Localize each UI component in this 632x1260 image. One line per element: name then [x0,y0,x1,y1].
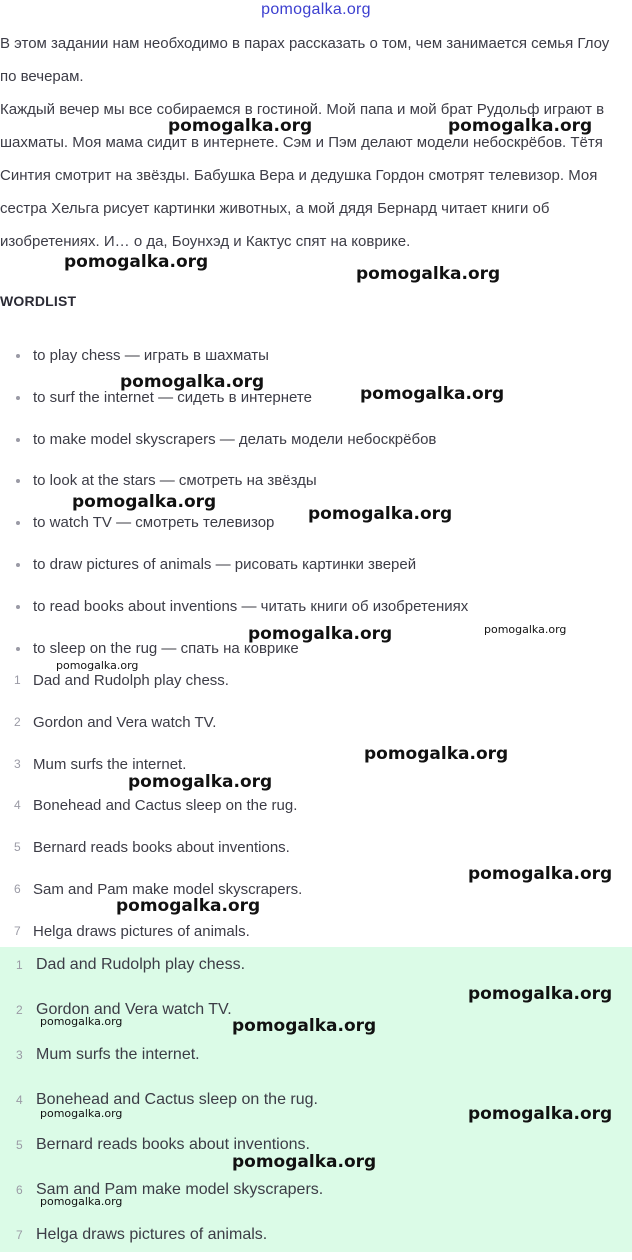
answer-item [0,744,600,786]
watermark: pomogalka.org [120,372,265,392]
wordlist-item: to look at the stars — смотреть на звёзды [0,460,600,502]
answer-text: Bonehead and Cactus sleep on the rug. [36,1091,318,1108]
wordlist-item: to draw pictures of animals — рисовать картинки зверей [0,544,600,586]
answer-number: 1 [14,673,21,687]
wordlist-item: to play chess — играть в шахматы [0,335,600,377]
wordlist-item: to sleep on the rug — спать на коврике [0,628,600,670]
watermark: pomogalka.org [116,896,261,916]
answer-number: 7 [14,923,21,938]
watermark: pomogalka.org [468,984,613,1004]
answer-text: Bonehead and Cactus sleep on the rug. [33,797,298,815]
answer-text: Gordon and Vera watch TV. [36,1001,232,1018]
answers-list [0,660,600,953]
answer-number: 5 [14,840,21,855]
watermark: pomogalka.org [468,864,613,884]
answer-text: Sam and Pam make model skyscrapers. [33,880,303,898]
site-header[interactable]: pomogalka.org [261,1,371,18]
highlighted-answer-item [0,1170,620,1215]
answer-number: 6 [16,1183,23,1197]
watermark: pomogalka.org [484,623,567,636]
answer-number: 3 [16,1048,23,1062]
watermark: pomogalka.org [232,1152,377,1172]
answer-item [0,702,600,744]
highlighted-answer-item [0,1215,620,1260]
watermark: pomogalka.org [360,384,505,404]
wordlist-item: to make model skyscrapers — делать модели небоскрёбов [0,419,600,461]
answer-text: Mum surfs the internet. [36,1046,200,1063]
watermark: pomogalka.org [40,1195,123,1208]
answer-number: 6 [14,881,21,896]
watermark: pomogalka.org [168,116,313,136]
watermark: pomogalka.org [364,744,509,764]
watermark: pomogalka.org [248,624,393,644]
intro-paragraph-1: В этом задании нам необходимо в парах рассказать о том, чем занимается семья Глоу по вечерам. [0,35,610,85]
answer-text: Dad and Rudolph play chess. [36,956,246,973]
watermark: pomogalka.org [308,504,453,524]
watermark: pomogalka.org [64,252,209,272]
answer-item [0,827,600,869]
watermark: pomogalka.org [40,1107,123,1120]
answer-item [0,785,600,827]
watermark: pomogalka.org [56,659,139,672]
watermark: pomogalka.org [468,1104,613,1124]
answer-text: Bernard reads books about inventions. [36,1136,310,1153]
answer-text: Bernard reads books about inventions. [33,839,290,857]
watermark: pomogalka.org [356,264,501,284]
watermark: pomogalka.org [128,772,273,792]
answer-number: 4 [16,1093,23,1107]
answer-text: Helga draws pictures of animals. [33,922,250,940]
watermark: pomogalka.org [72,492,217,512]
answer-number: 2 [14,714,21,729]
intro-text [0,27,628,258]
answer-text: Gordon and Vera watch TV. [33,713,217,731]
answer-text: Helga draws pictures of animals. [36,1226,268,1243]
answer-text: Mum surfs the internet. [33,755,187,773]
answer-number: 5 [16,1138,23,1152]
wordlist-item: to surf the internet — сидеть в интернете [0,377,600,419]
wordlist-item: to read books about inventions — читать книги об изобретениях [0,586,600,628]
wordlist-item: to watch TV — смотреть телевизор [0,502,600,544]
answer-number: 3 [14,756,21,771]
answer-text: Sam and Pam make model skyscrapers. [36,1181,324,1198]
answer-text: Dad and Rudolph play chess. [33,672,229,689]
watermark: pomogalka.org [40,1015,123,1028]
watermark: pomogalka.org [448,116,593,136]
watermark: pomogalka.org [232,1016,377,1036]
answer-number: 7 [16,1228,23,1242]
answer-number: 2 [16,1003,23,1017]
wordlist-heading: WORDLIST [0,293,77,309]
highlighted-answer-item [0,1035,620,1080]
answer-number: 1 [16,958,23,972]
intro-paragraph-2: Каждый вечер мы все собираемся в гостиной. Мой папа и мой брат Рудольф играют в шахматы. Моя мама сидит в интернете. Сэм и Пэм делают модели небоскрёбов. Тётя Синтия смотрит на звёзды. Бабушка Вера и дедушка Гордон смотрят телевизор. Моя сестра Хельга рисует картинки животных, а мой дядя Бернард читает книги об изобретениях. И… о да, Боунхэд и Кактус спят на коврике. [0,101,605,250]
answer-number: 4 [14,798,21,813]
